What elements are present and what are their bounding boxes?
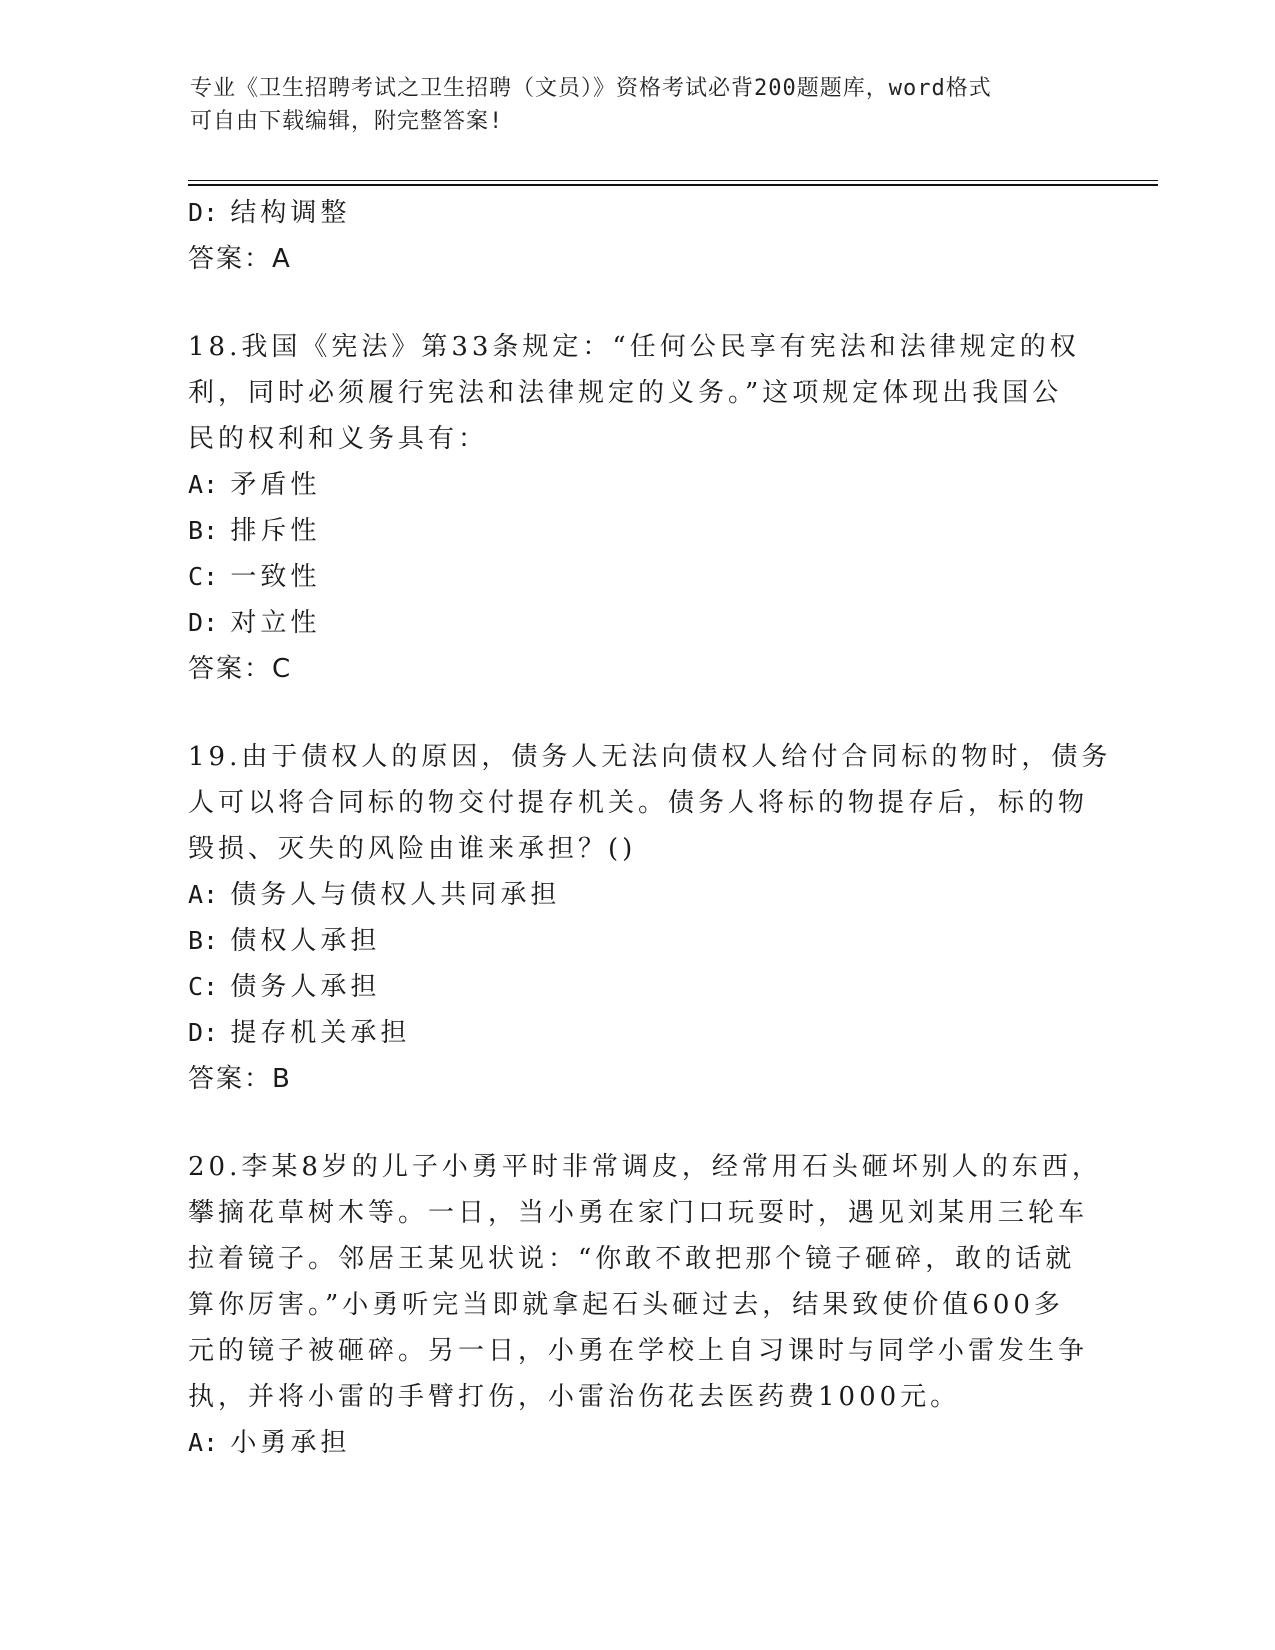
option-key: A: xyxy=(188,470,219,499)
option-a xyxy=(188,462,1088,508)
option-text: 提存机关承担 xyxy=(230,1018,411,1048)
option-key: B: xyxy=(188,516,219,545)
question-text-line: 拉着镜子。邻居王某见状说：“你敢不敢把那个镜子砸碎，敢的话就 xyxy=(188,1244,1076,1274)
header-divider-thick xyxy=(188,184,1158,186)
option-key: D: xyxy=(188,1018,219,1047)
question-text-line: 19.由于债权人的原因，债务人无法向债权人给付合同标的物时，债务 xyxy=(188,742,1112,772)
header-line-1: 专业《卫生招聘考试之卫生招聘（文员）》资格考试必背200题题库，word格式 xyxy=(190,76,992,101)
option-text: 小勇承担 xyxy=(230,1428,351,1458)
header-line-2: 可自由下载编辑，附完整答案! xyxy=(190,109,504,134)
option-text: 债务人承担 xyxy=(230,972,381,1002)
option-key: A: xyxy=(188,1428,219,1457)
question-text-line: 民的权利和义务具有： xyxy=(188,424,489,454)
option-key: C: xyxy=(188,972,219,1001)
option-key: B: xyxy=(188,926,219,955)
previous-question-tail xyxy=(188,190,1088,282)
answer-line: 答案：A xyxy=(188,244,292,274)
option-text: 债务人与债权人共同承担 xyxy=(230,880,561,910)
option-text: 矛盾性 xyxy=(230,470,321,500)
option-d xyxy=(188,190,1088,236)
header-divider-thin xyxy=(188,180,1158,181)
question-text-line: 利，同时必须履行宪法和法律规定的义务。”这项规定体现出我国公 xyxy=(188,378,1063,408)
question-19 xyxy=(188,734,1112,1102)
option-a xyxy=(188,872,1088,918)
answer-line: 答案：B xyxy=(188,1064,292,1094)
option-d xyxy=(188,1010,1088,1056)
option-c xyxy=(188,554,1088,600)
option-key: C: xyxy=(188,562,219,591)
option-a xyxy=(188,1420,1088,1466)
question-20 xyxy=(188,1144,1102,1466)
document-header xyxy=(190,72,1090,138)
option-d xyxy=(188,600,1088,646)
question-text-line: 执，并将小雷的手臂打伤，小雷治伤花去医药费1000元。 xyxy=(188,1382,961,1412)
option-text: 对立性 xyxy=(230,608,321,638)
option-c xyxy=(188,964,1088,1010)
option-text: 一致性 xyxy=(230,562,321,592)
option-text: 结构调整 xyxy=(230,198,351,228)
question-content xyxy=(188,190,1112,1466)
question-text-line: 元的镜子被砸碎。另一日，小勇在学校上自习课时与同学小雷发生争 xyxy=(188,1336,1089,1366)
question-text-line: 算你厉害。”小勇听完当即就拿起石头砸过去，结果致使价值600多 xyxy=(188,1290,1064,1320)
answer-line: 答案：C xyxy=(188,654,293,684)
question-text-line: 人可以将合同标的物交付提存机关。债务人将标的物提存后，标的物 xyxy=(188,788,1089,818)
option-key: D: xyxy=(188,198,219,227)
question-text-line: 18.我国《宪法》第33条规定：“任何公民享有宪法和法律规定的权 xyxy=(188,332,1080,362)
question-18 xyxy=(188,324,1088,692)
option-text: 排斥性 xyxy=(230,516,321,546)
question-text-line: 毁损、灭失的风险由谁来承担？() xyxy=(188,834,637,864)
option-key: A: xyxy=(188,880,219,909)
option-key: D: xyxy=(188,608,219,637)
question-text-line: 20.李某8岁的儿子小勇平时非常调皮，经常用石头砸坏别人的东西， xyxy=(188,1152,1102,1182)
option-b xyxy=(188,508,1088,554)
option-text: 债权人承担 xyxy=(230,926,381,956)
question-text-line: 攀摘花草树木等。一日，当小勇在家门口玩耍时，遇见刘某用三轮车 xyxy=(188,1198,1089,1228)
option-b xyxy=(188,918,1088,964)
